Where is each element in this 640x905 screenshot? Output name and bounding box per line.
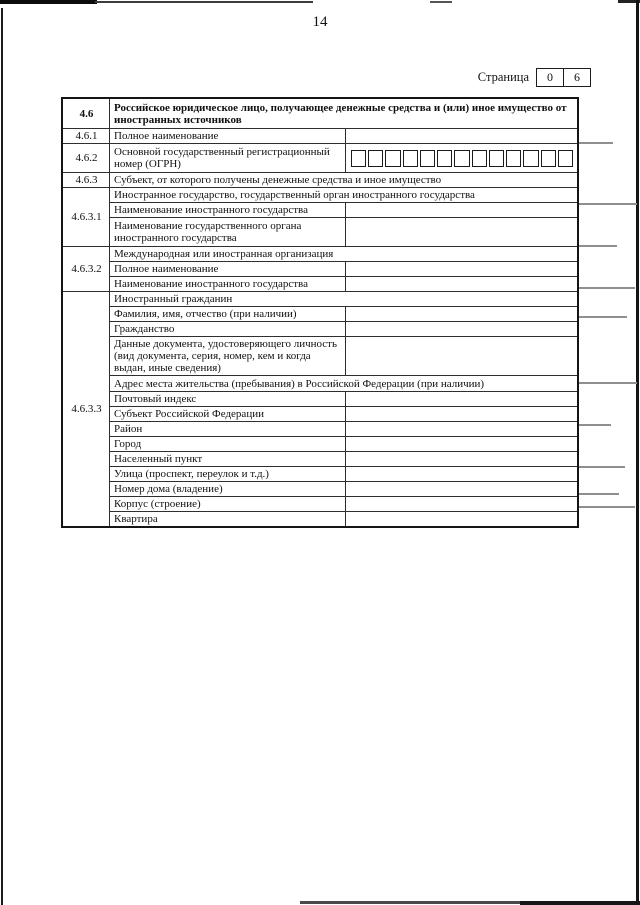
row-number: 4.6.3.2 — [63, 247, 110, 292]
field-label: Район — [110, 422, 346, 437]
table-row — [63, 376, 578, 392]
field-label: Наименование иностранного государства — [110, 203, 346, 218]
value-cell — [346, 497, 578, 512]
scan-artifact-right-edge — [636, 0, 639, 905]
ogrn-digit-box — [489, 150, 504, 167]
value-cell — [346, 392, 578, 407]
ogrn-digit-box — [437, 150, 452, 167]
ogrn-digit-box — [523, 150, 538, 167]
field-label: Фамилия, имя, отчество (при наличии) — [110, 307, 346, 322]
page-number: 14 — [312, 14, 328, 30]
value-cell — [346, 218, 578, 247]
value-cell — [346, 512, 578, 527]
scan-artifact-line — [577, 203, 637, 205]
scan-artifact-bottom — [520, 901, 640, 905]
field-label: Гражданство — [110, 322, 346, 337]
value-cell — [346, 482, 578, 497]
value-cell — [346, 144, 578, 173]
table-row — [63, 337, 578, 376]
table-row — [63, 452, 578, 467]
field-label: Квартира — [110, 512, 346, 527]
scan-artifact-line — [577, 142, 613, 144]
ogrn-digit-box — [420, 150, 435, 167]
row-number: 4.6.3.3 — [63, 292, 110, 527]
table-row — [63, 467, 578, 482]
scan-artifact-top — [95, 1, 313, 3]
field-label: Номер дома (владение) — [110, 482, 346, 497]
value-cell — [346, 322, 578, 337]
value-cell — [346, 262, 578, 277]
scan-artifact-line — [577, 506, 635, 508]
scan-artifact-line — [577, 287, 635, 289]
table-row — [63, 99, 578, 129]
field-label: Город — [110, 437, 346, 452]
ogrn-digit-box — [403, 150, 418, 167]
table-row — [63, 277, 578, 292]
page-counter-digit-box: 6 — [563, 68, 591, 87]
scan-artifact-line — [577, 466, 625, 468]
value-cell — [346, 467, 578, 482]
table-row — [63, 129, 578, 144]
table-row — [63, 497, 578, 512]
table-row — [63, 188, 578, 203]
value-cell — [346, 422, 578, 437]
ogrn-digit-box — [506, 150, 521, 167]
scan-artifact-left-edge — [1, 8, 3, 905]
field-label: Населенный пункт — [110, 452, 346, 467]
section-header: Иностранное государство, государственный орган иностранного государства — [110, 188, 578, 203]
scan-artifact-top — [0, 0, 97, 4]
scan-artifact-line — [577, 424, 611, 426]
ogrn-digit-box — [541, 150, 556, 167]
scan-artifact-top — [618, 0, 640, 3]
table-row — [63, 422, 578, 437]
page-counter-label: Страница — [477, 70, 529, 84]
row-number: 4.6.1 — [63, 129, 110, 144]
value-cell — [346, 407, 578, 422]
field-label: Почтовый индекс — [110, 392, 346, 407]
ogrn-digit-boxes — [350, 150, 574, 167]
table-row — [63, 392, 578, 407]
ogrn-digit-box — [351, 150, 366, 167]
table-row — [63, 322, 578, 337]
row-number: 4.6.2 — [63, 144, 110, 173]
section-header: Адрес места жительства (пребывания) в Российской Федерации (при наличии) — [110, 376, 578, 392]
value-cell — [346, 337, 578, 376]
table-row — [63, 407, 578, 422]
scan-artifact-line — [577, 382, 637, 384]
page-counter-boxes — [536, 68, 591, 87]
table-row — [63, 292, 578, 307]
field-label: Полное наименование — [110, 129, 346, 144]
scan-artifact-bottom — [300, 901, 530, 904]
table-row — [63, 203, 578, 218]
page-counter-digit-box: 0 — [536, 68, 564, 87]
field-label: Корпус (строение) — [110, 497, 346, 512]
field-label: Полное наименование — [110, 262, 346, 277]
row-number: 4.6 — [63, 99, 110, 129]
field-label: Основной государственный регистрационный номер (ОГРН) — [110, 144, 346, 173]
table-row — [63, 247, 578, 262]
field-label: Субъект Российской Федерации — [110, 407, 346, 422]
section-header: Российское юридическое лицо, получающее денежные средства и (или) иное имущество от иностранных источников — [110, 99, 578, 129]
value-cell — [346, 437, 578, 452]
value-cell — [346, 452, 578, 467]
scan-artifact-top — [430, 1, 452, 3]
ogrn-digit-box — [558, 150, 573, 167]
value-cell — [346, 203, 578, 218]
ogrn-digit-box — [385, 150, 400, 167]
table-row — [63, 144, 578, 173]
page-counter — [478, 68, 591, 87]
scan-artifact-line — [577, 316, 627, 318]
row-number: 4.6.3 — [63, 173, 110, 188]
table-row — [63, 437, 578, 452]
value-cell — [346, 307, 578, 322]
field-label: Наименование иностранного государства — [110, 277, 346, 292]
table-row — [63, 512, 578, 527]
scan-artifact-line — [577, 245, 617, 247]
field-label: Наименование государственного органа иностранного государства — [110, 218, 346, 247]
section-header: Иностранный гражданин — [110, 292, 578, 307]
table-row — [63, 482, 578, 497]
scan-artifact-line — [577, 493, 619, 495]
table-row — [63, 173, 578, 188]
form-table — [62, 98, 578, 527]
value-cell — [346, 277, 578, 292]
field-label: Данные документа, удостоверяющего личность (вид документа, серия, номер, кем и когда выдан, иные сведения) — [110, 337, 346, 376]
ogrn-digit-box — [454, 150, 469, 167]
ogrn-digit-box — [472, 150, 487, 167]
field-label: Улица (проспект, переулок и т.д.) — [110, 467, 346, 482]
value-cell — [346, 129, 578, 144]
ogrn-digit-box — [368, 150, 383, 167]
table-row — [63, 218, 578, 247]
row-number: 4.6.3.1 — [63, 188, 110, 247]
table-row — [63, 307, 578, 322]
table-row — [63, 262, 578, 277]
section-header: Субъект, от которого получены денежные средства и иное имущество — [110, 173, 578, 188]
section-header: Международная или иностранная организация — [110, 247, 578, 262]
